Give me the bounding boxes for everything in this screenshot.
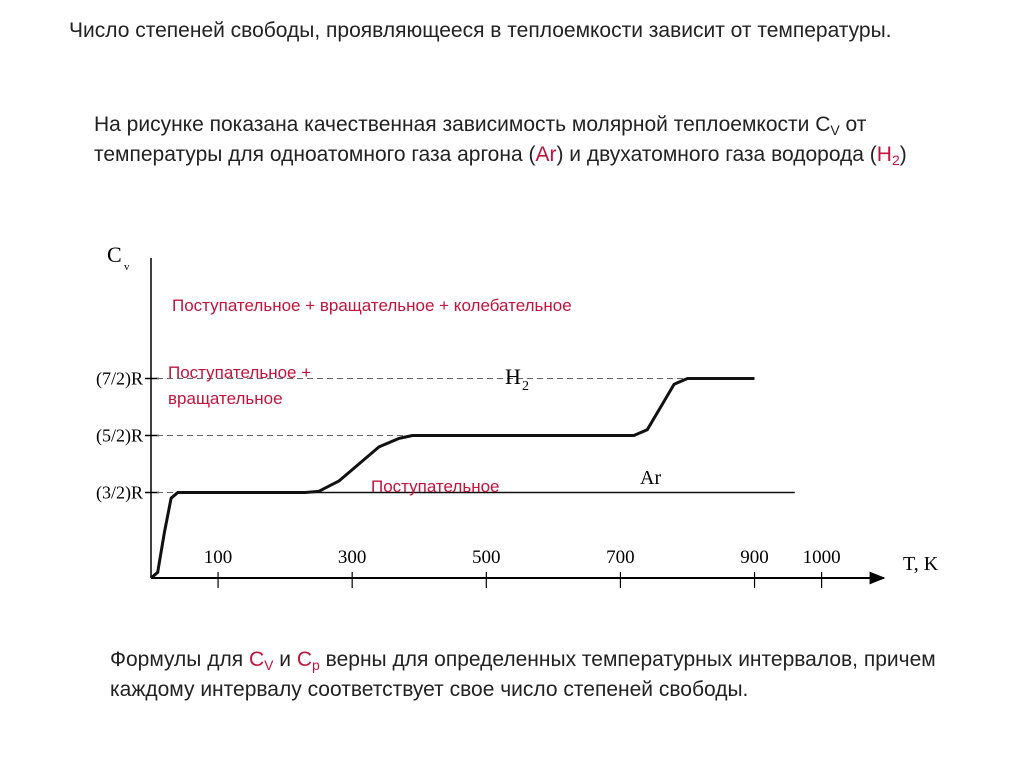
x-tick-label: 1000 — [802, 547, 841, 568]
x-tick-label: 100 — [203, 547, 233, 568]
desc-text-a: На рисунке показана качественная зависимость молярной теплоемкости C — [94, 113, 831, 136]
y-tick-label: (3/2)R — [96, 482, 143, 503]
formula-cp — [297, 648, 320, 671]
x-tick-label: 300 — [337, 547, 367, 568]
x-tick-label: 500 — [472, 547, 501, 568]
desc-argon: Ar — [535, 143, 557, 166]
y-axis-label: C — [107, 242, 122, 267]
formula-cp-sub: p — [312, 657, 320, 673]
x-axis-label: T, K — [903, 553, 939, 575]
formula-cv — [249, 648, 274, 671]
desc-text-d: ) — [899, 143, 907, 166]
desc-hydrogen-h: H — [876, 143, 892, 166]
desc-hydrogen-sub: 2 — [891, 152, 900, 168]
series-label-h2-sub: 2 — [522, 379, 529, 394]
formula-cv-letter: C — [248, 648, 265, 671]
x-tick-label: 900 — [740, 547, 769, 568]
formulas-paragraph — [110, 645, 970, 705]
intro-paragraph: Число степеней свободы, проявляющееся в теплоемкости зависит от температуры. — [69, 19, 892, 42]
desc-text-b: от температуры для одноатомного газа аргона ( — [94, 113, 867, 166]
y-tick-label: (5/2)R — [96, 425, 143, 446]
x-tick-label: 700 — [606, 547, 635, 568]
series-label-h2: H — [505, 364, 521, 389]
desc-sub-v: V — [830, 122, 840, 138]
y-axis-label-sub: v — [124, 261, 130, 273]
desc-text-c: ) и двухатомного газа водорода ( — [556, 143, 877, 166]
annotation-label: Поступательное + — [168, 363, 312, 382]
formula-cv-sub: V — [264, 657, 274, 673]
formulas-text-b: верны для определенных температурных интервалов, причем каждому интервалу соответствует свое число степеней свободы. — [110, 648, 936, 701]
formulas-text-a: Формулы для — [110, 648, 249, 671]
annotation-label: Поступательное + вращательное + колебательное — [172, 296, 572, 315]
annotation-label: вращательное — [168, 389, 283, 408]
series-label-ar: Ar — [640, 467, 662, 489]
formulas-and: и — [273, 648, 297, 671]
annotation-label: Поступательное — [371, 477, 500, 496]
formula-cp-letter: C — [296, 648, 313, 671]
y-tick-label: (7/2)R — [96, 368, 143, 389]
